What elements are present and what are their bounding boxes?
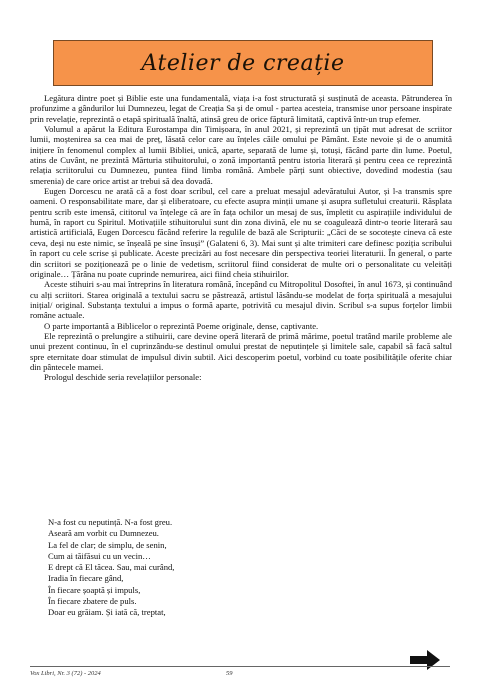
poem-line: Doar eu grăiam. Și iată că, treptat,: [48, 607, 166, 618]
poem-line: Aseară am vorbit cu Dumnezeu.: [48, 528, 159, 539]
poem-line: Iradia în fiecare gând,: [48, 573, 124, 584]
poem-line: Cum ai tăifăsui cu un vecin…: [48, 550, 151, 561]
footer-divider: [30, 666, 450, 667]
poem-excerpt: [48, 517, 368, 619]
paragraph-4: Aceste stihuiri s-au mai întreprins în literatura română, începând cu Mitropolitul Dosoftei, în anul 1673, și continuând cu alți scriitori. Starea originală a textului sacru se păstrează, artistul lăsându-se modelat de forța spirituală a mesajului inițial/ original. Substanța textului a impus o formă aparte, potrivită cu mesajul divin. Scribul s-a supus forțelor limbii române actuale.: [30, 279, 452, 321]
section-title: Atelier de creație: [141, 50, 345, 76]
poem-line: În fiecare șoaptă și impuls,: [48, 584, 141, 595]
paragraph-2: Volumul a apărut la Editura Eurostampa din Timișoara, în anul 2021, și reprezintă un țipăt mut adresat de scriitor lumii, moștenirea sa cea mai de preț, lăsată celor care au înțeles căile omului pe Pământ. Este nevoie și de o anumită inițiere în fenomenul complex al lumii Bibliei, unică, aparte, separată de lume și, totuși, făcând parte din lume. Poetul, atins de Cuvânt, ne prezintă Mărturia stihuitorului, o zonă importantă pentru istoria literară și pentru ceea ce reprezintă relația scriitorului cu Dumnezeu, puntea fiind limba română. Ambele părți sunt obiective, dovedind modestia (sau smerenia) de care orice artist ar trebui să dea dovadă.: [30, 124, 452, 186]
poem-line: La fel de clar; de simplu, de senin,: [48, 539, 167, 550]
arrow-right-icon: [410, 650, 440, 670]
poem-line: În fiecare zbatere de puls.: [48, 596, 137, 607]
article-body: [30, 93, 452, 383]
paragraph-6: Ele reprezintă o prelungire a stihuirii, care devine operă literară de primă mărime, poetul tratând marile probleme ale unui prezent continuu, în el cuprinzându-se destinul omului prestat de neputințele și limitele sale, capabil să facă saltul spre eternitate doar stimulat de impulsul divin subtil. Aici descoperim poetul, vorbind cu toate posibilitățile oferite chiar din pântecele mamei.: [30, 330, 452, 372]
poem-line: N-a fost cu neputință. N-a fost greu.: [48, 517, 173, 527]
journal-issue: Vox Libri, Nr. 3 (72) - 2024: [30, 670, 101, 677]
paragraph-5: O parte importantă a Biblicelor o reprezintă Poeme originale, dense, captivante.: [44, 320, 319, 331]
page-number: 59: [226, 670, 233, 677]
paragraph-1: Legătura dintre poet și Biblie este una fundamentală, viața i-a fost structurată și susținută de aceasta. Pătrunderea în profunzime a gândurilor lui Dumnezeu, legat de Creația Sa și de omul - partea acesteia, transmise unor persoane inspirate prin revelație, reprezintă o etapă spirituală înaltă, atinsă greu de orice făptură limitată, captivă într-un trup efemer.: [30, 93, 452, 124]
section-banner: [53, 40, 433, 86]
poem-line: E drept că El tăcea. Sau, mai curând,: [48, 562, 175, 573]
paragraph-3: Eugen Dorcescu ne arată că a fost doar scribul, cel care a preluat mesajul adevăratului Autor, și l-a transmis spre oameni. O responsabilitate mare, dar și eliberatoare, cu efecte asupra minții umane și asupra sufletului creaturii. Răsplata pentru scrib este imensă, cititorul va înțelege că are în fața ochilor un mesaj de sus, împletit cu aspirațiile individului de humă, în raport cu Spiritul. Motivațiile stihuitorului sunt din zona divină, ele nu se coagulează dintr-o teorie literară sau artistică artificială, Eugen Dorcescu făcând referire la regulile de bază ale Scripturii: „Căci de se socotește cineva că este ceva, deși nu este nimic, se înșeală pe sine însuși” (Galateni 6, 3). Mai sunt și alte trimiteri care definesc poziția scribului în raport cu cele scrise și publicate. Aceste precizări au fost necesare din perspectiva teoriei literaturii. În general, o parte din scriitori se poziționează pe o linie de vedetism, scriitorul fiind considerat de multe ori o personalitate cu veleități originale… Țărâna nu poate cuprinde nemurirea, aici fiind cheia stihuirilor.: [30, 186, 452, 279]
paragraph-7: Prologul deschide seria revelațiilor personale:: [44, 372, 202, 383]
